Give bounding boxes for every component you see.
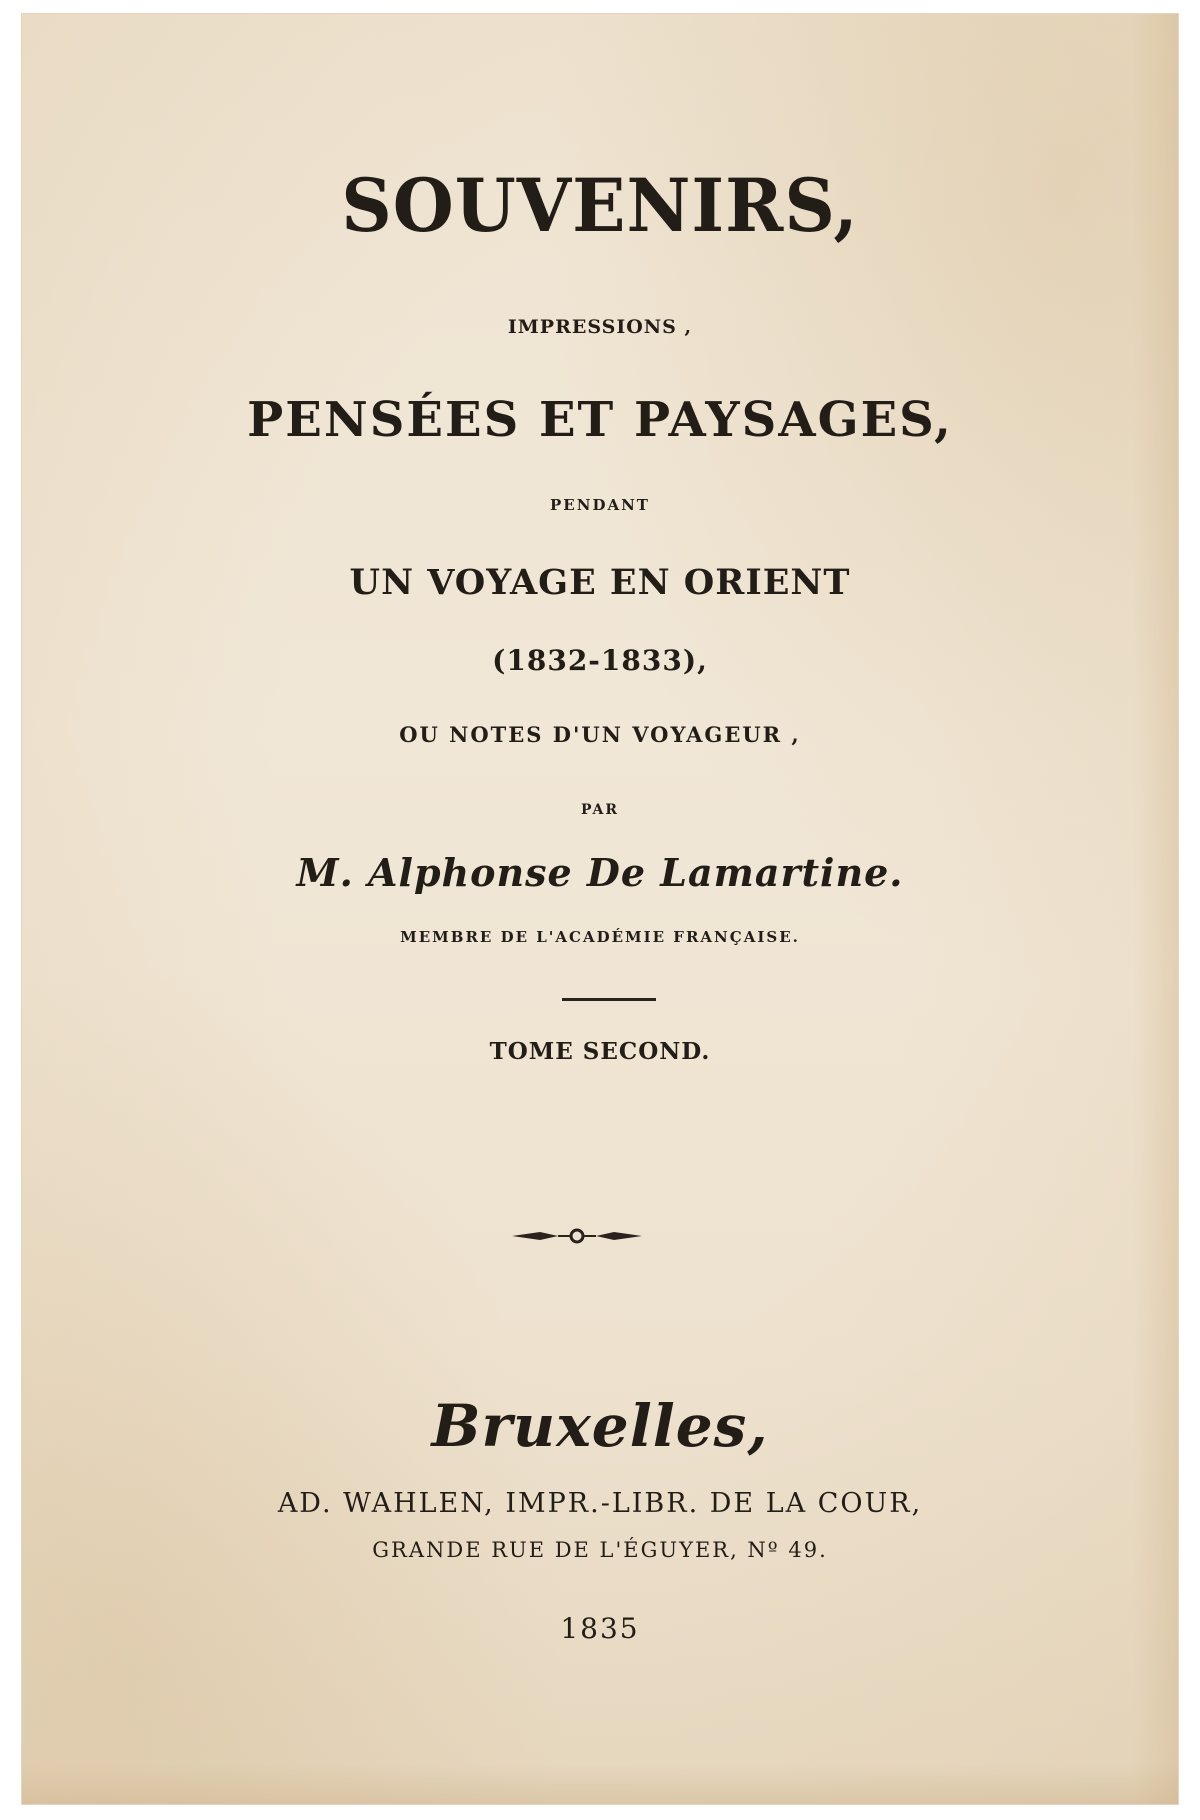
byline-par: PAR (580, 802, 619, 818)
subtitle-pendant: PENDANT (550, 496, 650, 514)
subtitle-impressions: IMPRESSIONS , (507, 316, 693, 338)
author-name: M. Alphonse De Lamartine. (296, 850, 904, 895)
imprint-city: Bruxelles, (431, 1392, 769, 1460)
divider-rule (562, 998, 656, 1001)
main-title: SOUVENIRS, (341, 161, 859, 250)
volume-label: TOME SECOND. (489, 1038, 711, 1065)
imprint-address: GRANDE RUE DE L'ÉGUYER, Nº 49. (372, 1538, 828, 1562)
imprint-publisher: AD. WAHLEN, IMPR.-LIBR. DE LA COUR, (277, 1488, 923, 1519)
title-page (22, 14, 1178, 1804)
subtitle-voyage: UN VOYAGE EN ORIENT (349, 562, 851, 603)
ornamental-divider (362, 1224, 792, 1248)
subtitle-dates: (1832-1833), (492, 644, 708, 677)
page-edge-stain-bottom (22, 1764, 1178, 1804)
subtitle-pensees: PENSÉES ET PAYSAGES, (247, 392, 953, 448)
subtitle-notes: OU NOTES D'UN VOYAGEUR , (399, 722, 801, 747)
imprint-year: 1835 (560, 1612, 640, 1645)
author-affiliation: MEMBRE DE L'ACADÉMIE FRANÇAISE. (400, 928, 800, 946)
page-edge-stain-right (1132, 14, 1178, 1804)
